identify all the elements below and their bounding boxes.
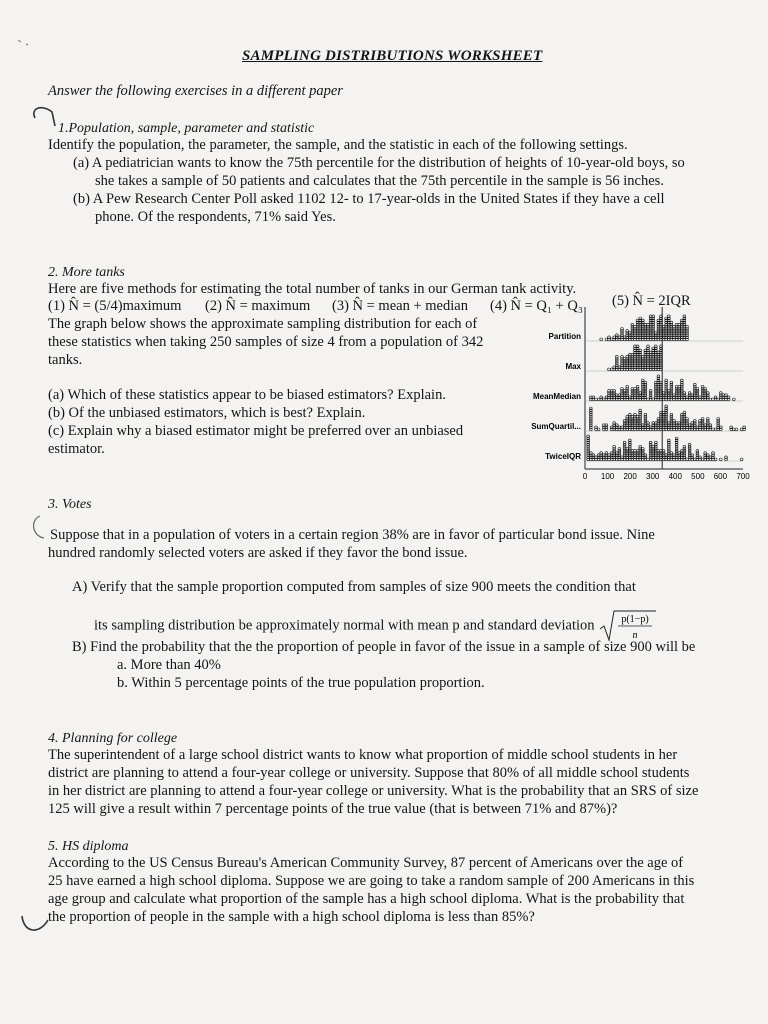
x-tick-label: 500 (691, 472, 705, 481)
row-label: SumQuartil... (531, 422, 581, 431)
instruction: Answer the following exercises in a different paper (48, 83, 343, 99)
question-a: (a) Which of these statistics appear to be biased estimators? Explain. (48, 387, 446, 403)
section-3-intro-cont: hundred randomly selected voters are asked if they favor the bond issue. (48, 545, 468, 561)
section-3-intro: Suppose that in a population of voters in a certain region 38% are in favor of particular bond issue. Nine (50, 527, 655, 543)
section-3-heading: 3. Votes (48, 497, 92, 512)
row-label: TwiceIQR (545, 452, 581, 461)
x-tick-label: 600 (713, 472, 728, 481)
section-5-line-3: age group and calculate what proportion of the sample has a high school diploma. What is the probability that (48, 891, 685, 907)
section-2-heading: 2. More tanks (48, 265, 125, 280)
method-1: (1) N̂ = (5/4)maximum (48, 298, 182, 314)
formula-numerator: p(1−p) (621, 614, 649, 625)
pencil-mark-2 (34, 516, 44, 538)
graph-description-2: these statistics when taking 250 samples of size 4 from a population of 342 (48, 334, 484, 350)
x-tick-label: 200 (623, 472, 637, 481)
section-5-line-1: According to the US Census Bureau's American Community Survey, 87 percent of Americans over the age of (48, 855, 684, 871)
pencil-mark-4 (18, 40, 28, 45)
pencil-mark-3 (22, 916, 48, 930)
x-tick-label: 300 (646, 472, 660, 481)
method-4: (4) N̂ = Q₁ + Q₃ (490, 298, 583, 314)
section-5-heading: 5. HS diploma (48, 839, 129, 854)
section-1-item-b: (b) A Pew Research Center Poll asked 1102 12- to 17-year-olds in the United States if they have a cell (73, 191, 665, 207)
graph-description-3: tanks. (48, 352, 83, 368)
method-5: (5) N̂ = 2IQR (612, 293, 691, 309)
graph-description-1: The graph below shows the approximate sampling distribution for each of (48, 316, 478, 332)
question-c-cont: estimator. (48, 441, 105, 457)
section-2-intro: Here are five methods for estimating the total number of tanks in our German tank activity. (48, 281, 577, 297)
section-1-intro: Identify the population, the parameter, the sample, and the statistic in each of the following settings. (48, 137, 628, 153)
x-tick-label: 700 (736, 472, 750, 481)
section-1-heading: 1.Population, sample, parameter and statistic (58, 121, 315, 136)
row-label: MeanMedian (532, 392, 581, 401)
row-label: Partition (548, 332, 581, 341)
part-B-a: a. More than 40% (117, 657, 221, 673)
question-c: (c) Explain why a biased estimator might be preferred over an unbiased (48, 423, 464, 439)
section-1-item-a: (a) A pediatrician wants to know the 75th percentile for the distribution of heights of 10-year-old boys, so (73, 155, 685, 171)
part-B-b: b. Within 5 percentage points of the true population proportion. (117, 675, 485, 691)
section-4-line-2: district are planning to attend a four-year college or university. Suppose that 80% of all middle school students (48, 765, 690, 781)
formula-denominator: n (632, 630, 638, 641)
x-tick-label: 0 (582, 472, 588, 481)
part-A: A) Verify that the sample proportion computed from samples of size 900 meets the condition that (72, 579, 636, 595)
x-tick-label: 400 (668, 472, 682, 481)
part-A-text: its sampling distribution be approximately normal with mean p and standard deviation (94, 617, 595, 634)
section-1-item-b-cont: phone. Of the respondents, 71% said Yes. (95, 209, 336, 225)
section-1-item-a-cont: she takes a sample of 50 patients and calculates that the 75th percentile in the sample is 56 inches. (95, 173, 664, 189)
section-4-heading: 4. Planning for college (48, 731, 178, 746)
section-4-line-4: 125 will give a result within 7 percentage points of the true value (that is between 71% and 87%)? (48, 801, 618, 817)
x-tick-label: 100 (600, 472, 615, 481)
pencil-mark-1 (34, 108, 55, 126)
part-B: B) Find the probability that the the proportion of people in favor of the issue in a sample of size 900 will be (72, 639, 696, 655)
method-2: (2) N̂ = maximum (205, 298, 311, 314)
section-5-line-4: the proportion of people in the sample with a high school diploma is less than 85%? (48, 909, 535, 925)
section-4-line-1: The superintendent of a large school district wants to know what proportion of middle school students in her (48, 747, 678, 763)
method-3: (3) N̂ = mean + median (332, 298, 468, 314)
row-label: Max (565, 362, 581, 371)
section-4-line-3: in her district are planning to attend a four-year college or university. What is the probability that an SRS of size (48, 783, 699, 799)
section-5-line-2: 25 have earned a high school diploma. Suppose we are going to take a random sample of 200 Americans in this (48, 873, 695, 889)
worksheet-title: SAMPLING DISTRIBUTIONS WORKSHEET (242, 48, 543, 64)
question-b: (b) Of the unbiased estimators, which is best? Explain. (48, 405, 366, 421)
